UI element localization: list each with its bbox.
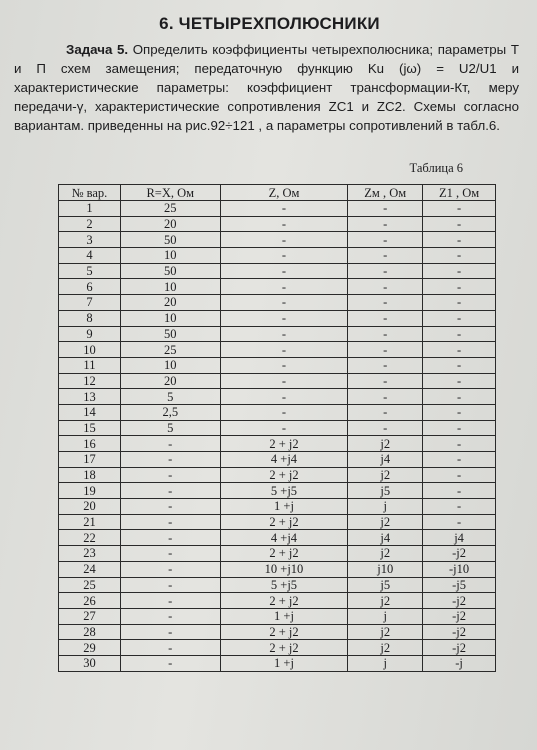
table-cell: 10 +j10 <box>220 561 348 577</box>
table-cell: 2 + j2 <box>220 436 348 452</box>
table-cell: -j2 <box>423 593 496 609</box>
table-cell: - <box>220 357 348 373</box>
table-cell: - <box>120 655 220 671</box>
table-cell: 19 <box>59 483 121 499</box>
table-cell: 21 <box>59 514 121 530</box>
table-cell: - <box>423 232 496 248</box>
table-cell: 10 <box>120 310 220 326</box>
table-cell: 2 + j2 <box>220 514 348 530</box>
table-row <box>59 248 496 264</box>
table-cell: - <box>220 295 348 311</box>
table-cell: 18 <box>59 467 121 483</box>
table-header-cell: Z, Ом <box>220 185 348 201</box>
table-row <box>59 232 496 248</box>
table-row <box>59 326 496 342</box>
table-cell: 5 <box>120 420 220 436</box>
table-cell: - <box>348 342 423 358</box>
table-cell: - <box>348 232 423 248</box>
table-cell: 25 <box>120 201 220 217</box>
table-cell: 9 <box>59 326 121 342</box>
table-header-cell: Z1 , Ом <box>423 185 496 201</box>
table-row <box>59 655 496 671</box>
table-cell: 25 <box>120 342 220 358</box>
table-cell: - <box>120 514 220 530</box>
table-cell: 7 <box>59 295 121 311</box>
table-cell: - <box>120 530 220 546</box>
table-cell: - <box>220 232 348 248</box>
table-cell: - <box>348 279 423 295</box>
table-cell: - <box>423 467 496 483</box>
table-cell: 20 <box>120 295 220 311</box>
table-row <box>59 263 496 279</box>
table-row <box>59 279 496 295</box>
table-cell: 2 + j2 <box>220 640 348 656</box>
table-cell: j2 <box>348 624 423 640</box>
table-cell: - <box>220 326 348 342</box>
table-cell: 4 +j4 <box>220 452 348 468</box>
table-row <box>59 514 496 530</box>
table-cell: -j2 <box>423 640 496 656</box>
table-row <box>59 310 496 326</box>
table-cell: 1 +j <box>220 655 348 671</box>
table-cell: - <box>120 452 220 468</box>
table-cell: - <box>348 357 423 373</box>
table-cell: - <box>423 436 496 452</box>
table-cell: 2 + j2 <box>220 593 348 609</box>
table-row <box>59 546 496 562</box>
table-row <box>59 404 496 420</box>
table-cell: - <box>423 483 496 499</box>
parameters-table <box>58 184 496 672</box>
task-label: Задача 5. <box>66 42 129 57</box>
table-cell: -j <box>423 655 496 671</box>
table-cell: 2 + j2 <box>220 467 348 483</box>
table-cell: 10 <box>120 248 220 264</box>
table-caption: Таблица 6 <box>409 161 463 175</box>
table-cell: j2 <box>348 514 423 530</box>
table-cell: - <box>423 373 496 389</box>
table-cell: 13 <box>59 389 121 405</box>
table-cell: - <box>220 216 348 232</box>
table-cell: 2 + j2 <box>220 546 348 562</box>
table-cell: - <box>220 373 348 389</box>
table-cell: 4 +j4 <box>220 530 348 546</box>
table-cell: - <box>220 201 348 217</box>
table-cell: - <box>348 216 423 232</box>
table-cell: 27 <box>59 608 121 624</box>
table-cell: 3 <box>59 232 121 248</box>
table-row <box>59 452 496 468</box>
table-row <box>59 420 496 436</box>
table-cell: - <box>423 514 496 530</box>
table-cell: 4 <box>59 248 121 264</box>
chapter-title: 6. ЧЕТЫРЕХПОЛЮСНИКИ <box>159 14 380 33</box>
table-cell: - <box>348 248 423 264</box>
table-cell: 28 <box>59 624 121 640</box>
table-cell: - <box>423 263 496 279</box>
table-cell: - <box>348 263 423 279</box>
table-header-cell: № вар. <box>59 185 121 201</box>
table-row <box>59 483 496 499</box>
table-row <box>59 640 496 656</box>
table-cell: 10 <box>59 342 121 358</box>
table-cell: 1 +j <box>220 499 348 515</box>
table-cell: 15 <box>59 420 121 436</box>
table-cell: - <box>423 357 496 373</box>
table-cell: 11 <box>59 357 121 373</box>
table-cell: 16 <box>59 436 121 452</box>
table-cell: 10 <box>120 357 220 373</box>
table-cell: - <box>120 483 220 499</box>
table-cell: - <box>348 310 423 326</box>
table-cell: - <box>120 640 220 656</box>
table-cell: - <box>120 561 220 577</box>
table-cell: 5 <box>59 263 121 279</box>
table-cell: - <box>348 373 423 389</box>
table-cell: - <box>120 577 220 593</box>
table-cell: 6 <box>59 279 121 295</box>
table-cell: j <box>348 608 423 624</box>
table-cell: j5 <box>348 577 423 593</box>
table-cell: - <box>120 436 220 452</box>
table-cell: 50 <box>120 326 220 342</box>
table-cell: - <box>348 295 423 311</box>
table-cell: - <box>423 326 496 342</box>
table-cell: - <box>220 404 348 420</box>
table-cell: -j2 <box>423 608 496 624</box>
table-cell: 12 <box>59 373 121 389</box>
table-cell: j <box>348 499 423 515</box>
task-paragraph <box>14 40 519 135</box>
table-cell: - <box>220 420 348 436</box>
table-cell: -j5 <box>423 577 496 593</box>
table-cell: 20 <box>120 373 220 389</box>
table-cell: 50 <box>120 263 220 279</box>
table-cell: - <box>423 404 496 420</box>
table-cell: 1 <box>59 201 121 217</box>
table-row <box>59 342 496 358</box>
table-row <box>59 561 496 577</box>
table-row <box>59 201 496 217</box>
table-cell: - <box>220 310 348 326</box>
table-cell: j4 <box>423 530 496 546</box>
table-cell: 5 <box>120 389 220 405</box>
table-cell: j2 <box>348 467 423 483</box>
table-row <box>59 373 496 389</box>
table-cell: - <box>423 452 496 468</box>
table-cell: 14 <box>59 404 121 420</box>
table-cell: - <box>423 310 496 326</box>
table-cell: - <box>220 248 348 264</box>
table-cell: - <box>348 404 423 420</box>
table-cell: - <box>423 248 496 264</box>
table-cell: 10 <box>120 279 220 295</box>
table-row <box>59 624 496 640</box>
table-cell: j <box>348 655 423 671</box>
table-row <box>59 357 496 373</box>
table-cell: - <box>220 389 348 405</box>
table-cell: 1 +j <box>220 608 348 624</box>
table-cell: - <box>220 342 348 358</box>
table-cell: - <box>220 279 348 295</box>
table-cell: 5 +j5 <box>220 483 348 499</box>
table-cell: 2 + j2 <box>220 624 348 640</box>
table-row <box>59 216 496 232</box>
table-cell: 2,5 <box>120 404 220 420</box>
table-cell: - <box>423 342 496 358</box>
table-cell: - <box>423 201 496 217</box>
table-cell: - <box>348 389 423 405</box>
table-row <box>59 593 496 609</box>
table-row <box>59 295 496 311</box>
table-cell: 23 <box>59 546 121 562</box>
table-cell: j2 <box>348 546 423 562</box>
table-header-cell: Zм , Ом <box>348 185 423 201</box>
table-cell: 20 <box>59 499 121 515</box>
table-cell: - <box>423 295 496 311</box>
table-row <box>59 530 496 546</box>
table-cell: - <box>423 420 496 436</box>
table-cell: 30 <box>59 655 121 671</box>
table-cell: j2 <box>348 593 423 609</box>
table-cell: 8 <box>59 310 121 326</box>
table-cell: j10 <box>348 561 423 577</box>
table-cell: - <box>120 499 220 515</box>
table-cell: - <box>348 420 423 436</box>
table-cell: - <box>120 593 220 609</box>
table-cell: - <box>423 499 496 515</box>
table-cell: - <box>423 279 496 295</box>
table-header-row <box>59 185 496 201</box>
table-cell: 20 <box>120 216 220 232</box>
table-cell: - <box>348 326 423 342</box>
table-cell: j5 <box>348 483 423 499</box>
table-header-cell: R=X, Ом <box>120 185 220 201</box>
table-cell: 29 <box>59 640 121 656</box>
table-cell: 22 <box>59 530 121 546</box>
table-cell: -j2 <box>423 546 496 562</box>
table-cell: - <box>423 216 496 232</box>
table-cell: j4 <box>348 452 423 468</box>
table-row <box>59 608 496 624</box>
table-cell: 24 <box>59 561 121 577</box>
table-cell: 25 <box>59 577 121 593</box>
table-cell: 2 <box>59 216 121 232</box>
table-row <box>59 499 496 515</box>
table-cell: - <box>120 624 220 640</box>
table-row <box>59 467 496 483</box>
table-row <box>59 436 496 452</box>
table-cell: - <box>423 389 496 405</box>
table-cell: 26 <box>59 593 121 609</box>
table-cell: -j10 <box>423 561 496 577</box>
table-row <box>59 577 496 593</box>
table-cell: - <box>348 201 423 217</box>
table-row <box>59 389 496 405</box>
table-cell: 50 <box>120 232 220 248</box>
table-cell: 5 +j5 <box>220 577 348 593</box>
table-cell: - <box>120 467 220 483</box>
table-body <box>59 201 496 672</box>
table-cell: j4 <box>348 530 423 546</box>
table-cell: - <box>120 546 220 562</box>
table-cell: - <box>220 263 348 279</box>
table-cell: j2 <box>348 436 423 452</box>
table-cell: j2 <box>348 640 423 656</box>
table-cell: -j2 <box>423 624 496 640</box>
task-text: Определить коэффициенты четырехполюсника; параметры Т и П схем замещения; передаточную функцию Ku (jω) = U2/U1 и характеристические параметры: коэффициент трансформации-Кт, меру передачи-γ, характеристические сопротивления ZC1 и ZC2. Схемы согласно вариантам. приведенны на рис.92÷121 , а параметры сопротивлений в табл.6. <box>14 42 519 133</box>
table-cell: - <box>120 608 220 624</box>
table-cell: 17 <box>59 452 121 468</box>
